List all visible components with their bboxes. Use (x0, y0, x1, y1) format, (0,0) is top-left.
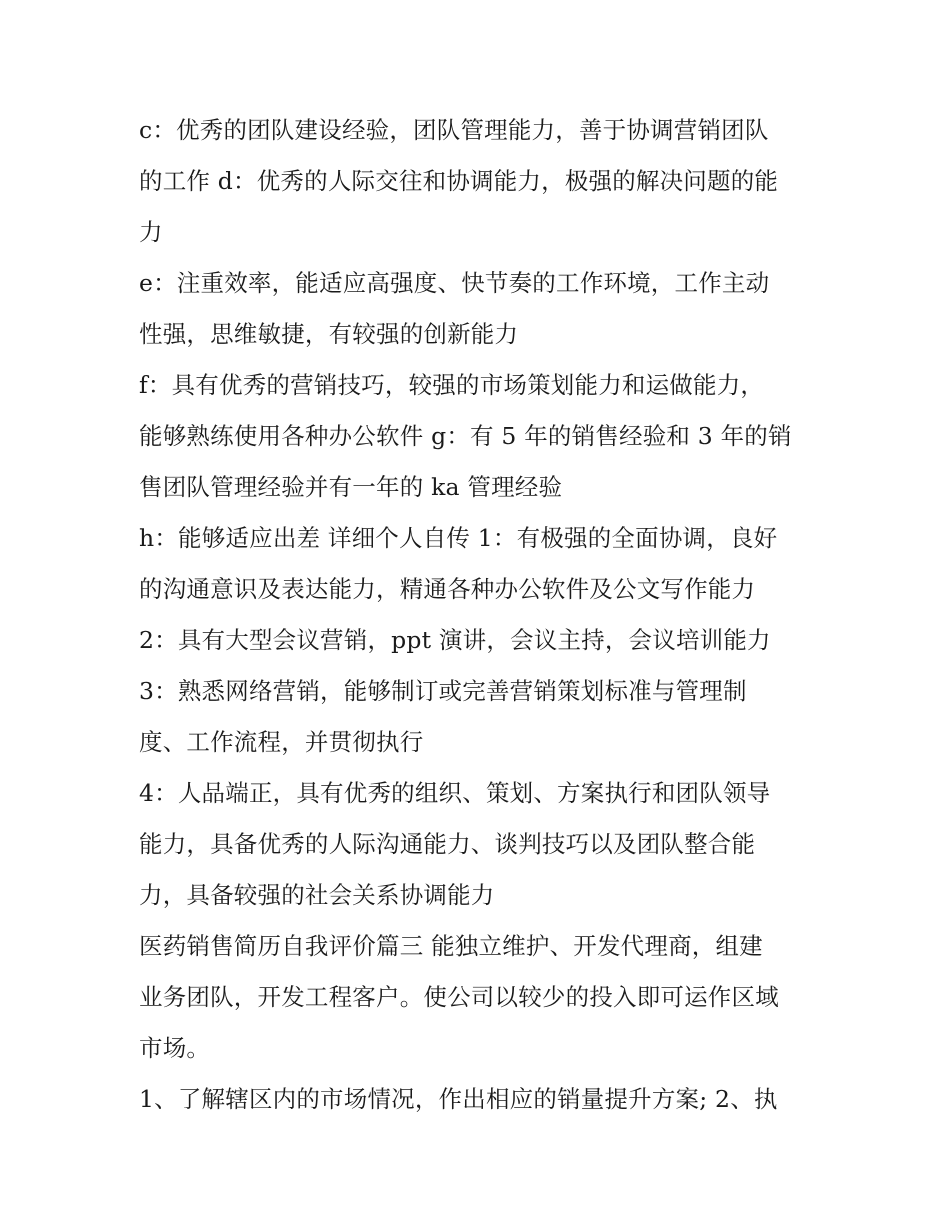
text-line: 1、了解辖区内的市场情况，作出相应的销量提升方案; 2、执 (139, 1085, 778, 1113)
text-line: 力，具备较强的社会关系协调能力 (139, 881, 495, 909)
text-line: 3：熟悉网络营销，能够制订或完善营销策划标准与管理制 (139, 677, 747, 705)
text-line: f：具有优秀的营销技巧，较强的市场策划能力和运做能力， (139, 371, 765, 399)
text-line: 2：具有大型会议营销，ppt 演讲，会议主持，会议培训能力 (139, 626, 771, 654)
text-line: 的沟通意识及表达能力，精通各种办公软件及公文写作能力 (139, 575, 756, 603)
text-line: e：注重效率，能适应高强度、快节奏的工作环境，工作主动 (139, 269, 770, 297)
text-line: 售团队管理经验并有一年的 ka 管理经验 (139, 473, 563, 501)
text-line: 度、工作流程，并贯彻执行 (139, 728, 424, 756)
text-line: 的工作 d：优秀的人际交往和协调能力，极强的解决问题的能 (139, 167, 779, 195)
text-line: 医药销售简历自我评价篇三 能独立维护、开发代理商，组建 (139, 932, 763, 960)
text-line: 业务团队，开发工程客户。使公司以较少的投入即可运作区域 (139, 983, 779, 1011)
text-line: 能够熟练使用各种办公软件 g：有 5 年的销售经验和 3 年的销 (139, 422, 792, 450)
document-body (139, 109, 829, 1129)
text-line: c：优秀的团队建设经验，团队管理能力，善于协调营销团队 (139, 116, 769, 144)
text-line: 力 (139, 218, 163, 246)
text-line: 能力，具备优秀的人际沟通能力、谈判技巧以及团队整合能 (139, 830, 756, 858)
text-line: 市场。 (139, 1034, 211, 1062)
text-line: 性强，思维敏捷，有较强的创新能力 (139, 320, 519, 348)
text-line: h：能够适应出差 详细个人自传 1：有极强的全面协调，良好 (139, 524, 778, 552)
text-line: 4：人品端正，具有优秀的组织、策划、方案执行和团队领导 (139, 779, 771, 807)
